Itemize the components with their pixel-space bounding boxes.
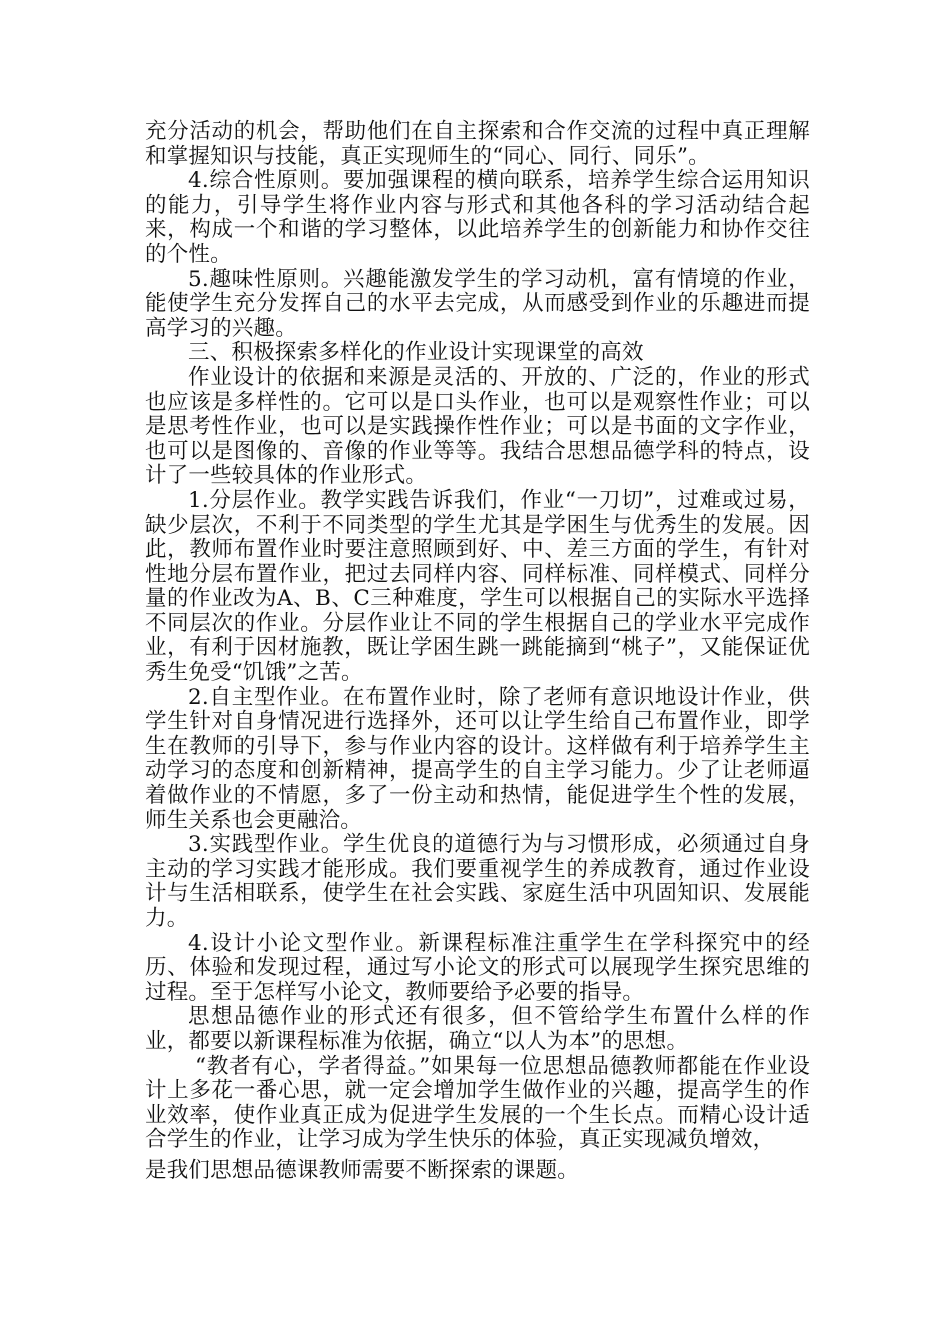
paragraph-conclusion-final-line: 是我们思想品德课教师需要不断探索的课题。: [145, 1157, 580, 1183]
paragraph-principle-interest: 5.趣味性原则。兴趣能激发学生的学习动机，富有情境的作业，能使学生充分发挥自己的水平去完成，从而感受到作业的乐趣进而提高学习的兴趣。: [145, 266, 810, 341]
paragraph-layered-homework: 1.分层作业。教学实践告诉我们，作业“一刀切”，过难或过易，缺少层次，不利于不同类型的学生尤其是学困生与优秀生的发展。因此，教师布置作业时要注意照顾到好、中、差三方面的学生，有针对性地分层布置作业，把过去同样内容、同样标准、同样模式、同样分量的作业改为A、B、C三种难度，学生可以根据自己的实际水平选择不同层次的作业。分层作业让不同的学生根据自己的学业水平完成作业，有利于因材施教，既让学困生跳一跳能摘到“桃子”，又能保证优秀生免受“饥饿”之苦。: [145, 487, 810, 686]
paragraph-summary: 思想品德作业的形式还有很多，但不管给学生布置什么样的作业，都要以新课程标准为依据，确立“以人为本”的思想。: [145, 1004, 810, 1054]
paragraph-practice-homework: 3.实践型作业。学生优良的道德行为与习惯形成，必须通过自身主动的学习实践才能形成。我们要重视学生的养成教育，通过作业设计与生活相联系，使学生在社会实践、家庭生活中巩固知识、发展能力。: [145, 832, 810, 931]
section-heading: 三、积极探索多样化的作业设计实现课堂的高效: [188, 340, 644, 366]
paragraph-essay-homework: 4.设计小论文型作业。新课程标准注重学生在学科探究中的经历、体验和发现过程，通过写小论文的形式可以展现学生探究思维的过程。至于怎样写小论文，教师要给予必要的指导。: [145, 930, 810, 1005]
paragraph-conclusion: “教者有心，学者得益。”如果每一位思想品德教师都能在作业设计上多花一番心思，就一定会增加学生做作业的兴趣，提高学生的作业效率，使作业真正成为促进学生发展的一个生长点。而精心设计适合学生的作业，让学习成为学生快乐的体验，真正实现减负增效，: [145, 1053, 810, 1153]
paragraph-homework-design: 作业设计的依据和来源是灵活的、开放的、广泛的，作业的形式也应该是多样性的。它可以是口头作业，也可以是观察性作业；可以是思考性作业，也可以是实践操作性作业；可以是书面的文字作业，也可以是图像的、音像的作业等等。我结合思想品德学科的特点，设计了一些较具体的作业形式。: [145, 364, 810, 489]
paragraph-autonomous-homework: 2.自主型作业。在布置作业时，除了老师有意识地设计作业，供学生针对自身情况进行选择外，还可以让学生给自己布置作业，即学生在教师的引导下，参与作业内容的设计。这样做有利于培养学生主动学习的态度和创新精神，提高学生的自主学习能力。少了让老师逼着做作业的不情愿，多了一份主动和热情，能促进学生个性的发展，师生关系也会更融洽。: [145, 684, 810, 833]
paragraph-continuation: 充分活动的机会，帮助他们在自主探索和合作交流的过程中真正理解和掌握知识与技能，真正实现师生的“同心、同行、同乐”。: [145, 119, 810, 169]
document-body: [145, 120, 810, 1184]
paragraph-principle-comprehensive: 4.综合性原则。要加强课程的横向联系，培养学生综合运用知识的能力，引导学生将作业内容与形式和其他各科的学习活动结合起来，构成一个和谐的学习整体，以此培养学生的创新能力和协作交往的个性。: [145, 168, 810, 267]
